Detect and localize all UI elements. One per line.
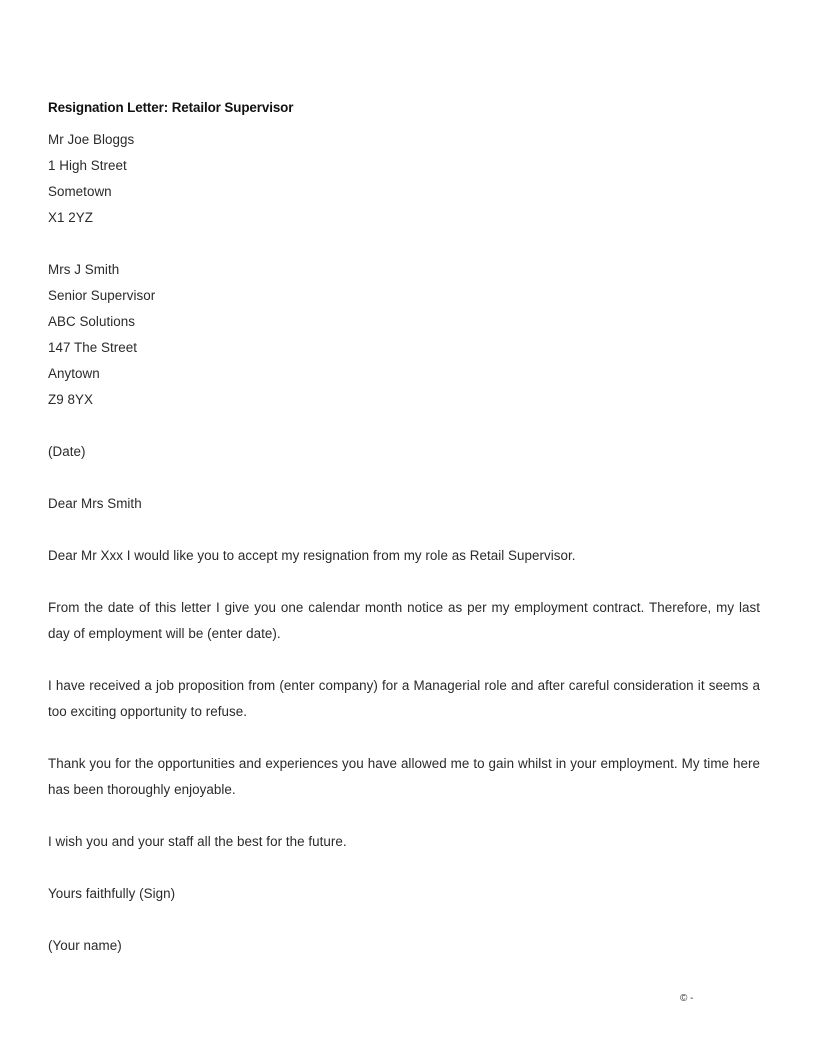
sender-town: Sometown [48,184,112,199]
paragraph-resignation: Dear Mr Xxx I would like you to accept my resignation from my role as Retail Supervisor. [48,548,576,563]
paragraph-reason: I have received a job proposition from (enter company) for a Managerial role and after careful consideration it seems a too exciting opportunity to refuse. [48,678,760,719]
sender-address [48,127,760,231]
signature-name: (Your name) [48,938,122,953]
sender-postcode: X1 2YZ [48,210,93,225]
letter-date: (Date) [48,444,86,459]
closing: Yours faithfully (Sign) [48,886,176,901]
recipient-name: Mrs J Smith [48,262,120,277]
page-title: Resignation Letter: Retailor Supervisor [48,100,294,115]
paragraph-notice: From the date of this letter I give you one calendar month notice as per my employment contract. Therefore, my last day of employment will be (enter date). [48,600,760,641]
footer-copyright-mark: © - [680,993,694,1004]
spacer [48,725,760,751]
letter-body [48,127,760,959]
spacer [48,517,760,543]
spacer [48,569,760,595]
salutation: Dear Mrs Smith [48,496,142,511]
paragraph-thanks: Thank you for the opportunities and experiences you have allowed me to gain whilst in your employment. My time here has been thoroughly enjoyable. [48,756,760,797]
spacer [48,907,760,933]
paragraph-wishes: I wish you and your staff all the best for the future. [48,834,347,849]
spacer [48,855,760,881]
spacer [48,465,760,491]
sender-name: Mr Joe Bloggs [48,132,135,147]
sender-street: 1 High Street [48,158,127,173]
recipient-address [48,257,760,413]
recipient-position: Senior Supervisor [48,288,156,303]
recipient-company: ABC Solutions [48,314,135,329]
spacer [48,647,760,673]
recipient-street: 147 The Street [48,340,138,355]
recipient-postcode: Z9 8YX [48,392,93,407]
spacer [48,231,760,257]
spacer [48,413,760,439]
recipient-town: Anytown [48,366,100,381]
spacer [48,803,760,829]
